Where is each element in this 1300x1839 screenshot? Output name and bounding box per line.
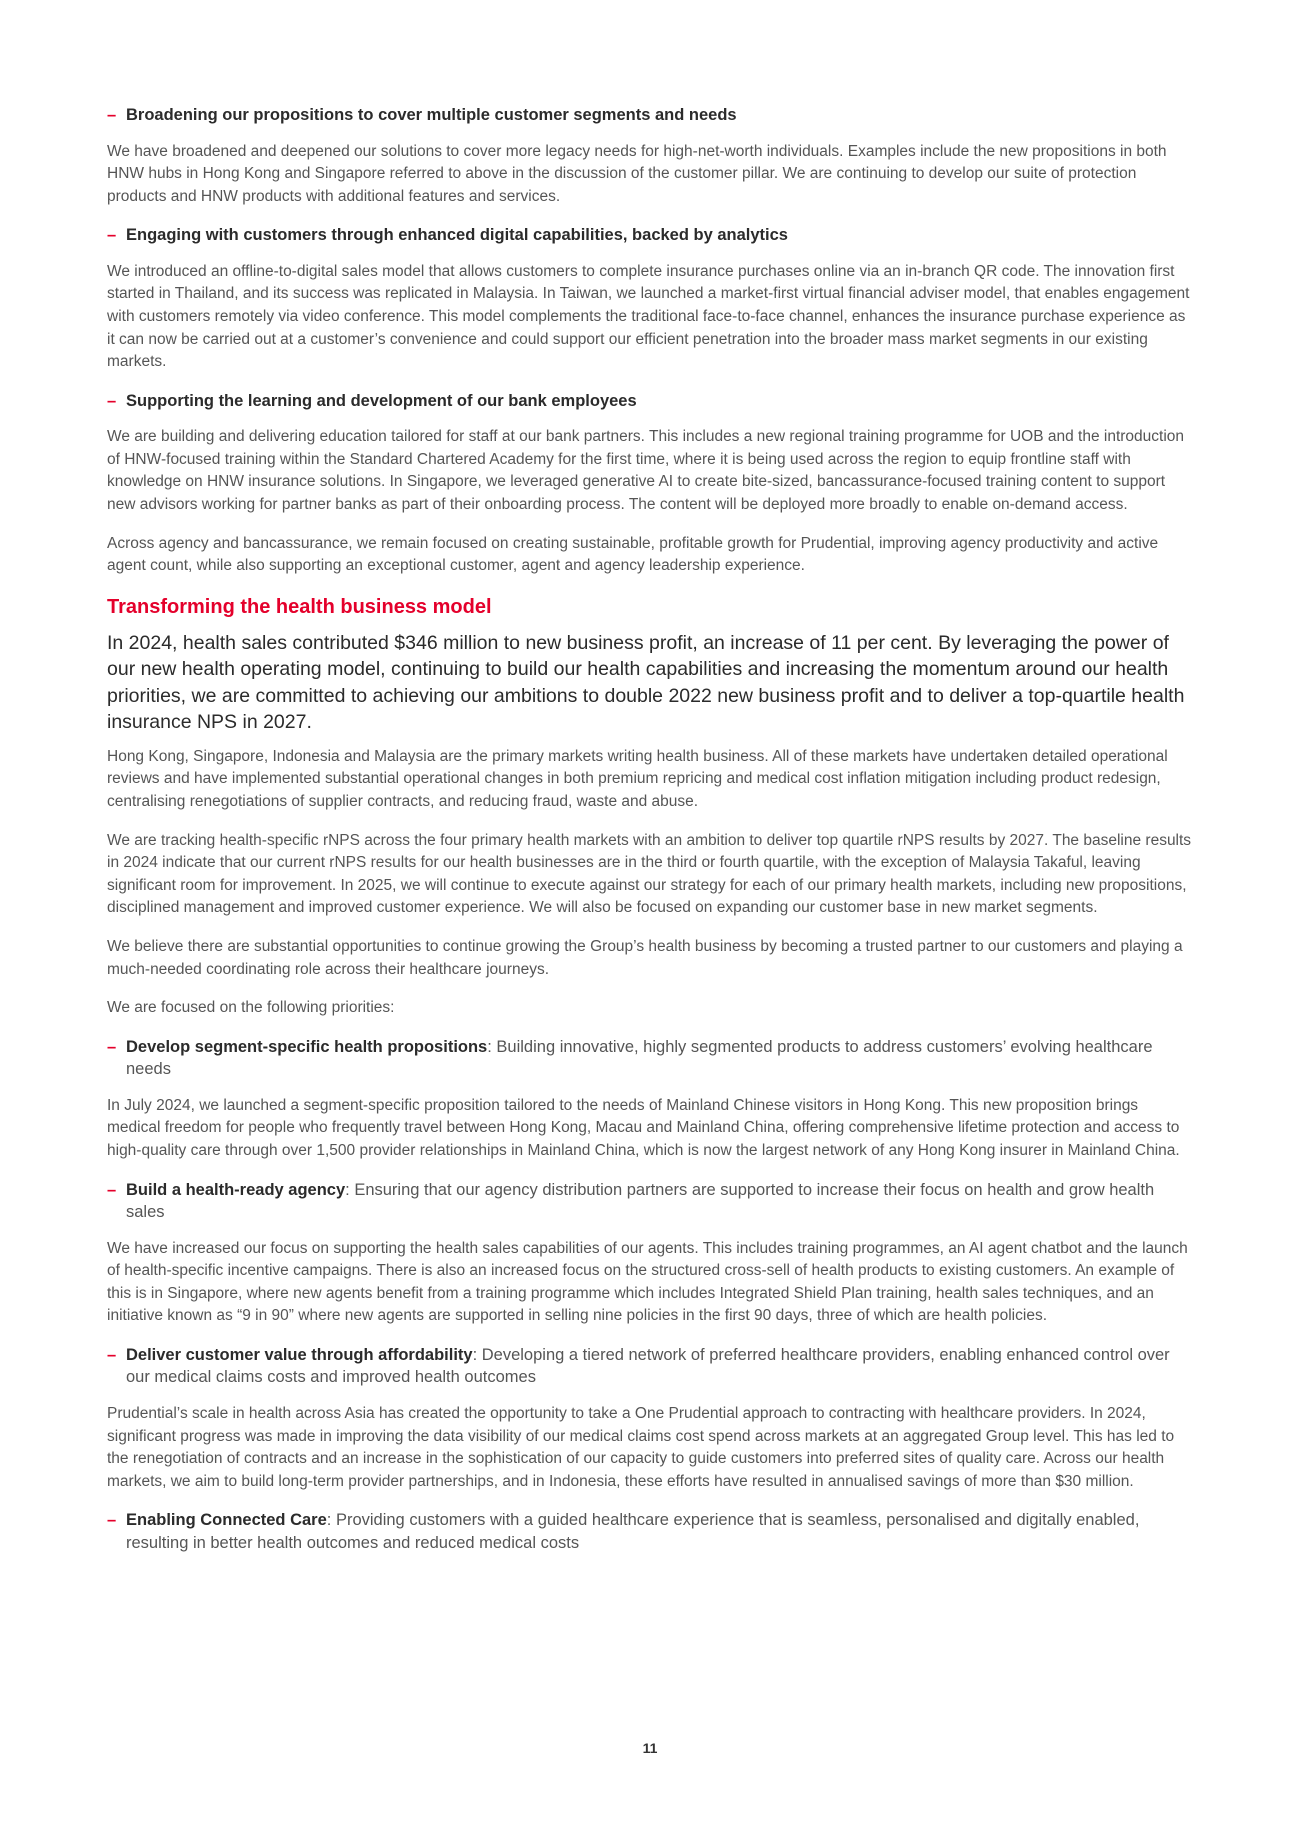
bullet-description: : Providing customers with a guided healthcare experience that is seamless, personalised and digitally enabled, resulting in better health outcomes and reduced medical costs — [126, 1511, 1140, 1552]
body-paragraph: In July 2024, we launched a segment-specific proposition tailored to the needs of Mainland Chinese visitors in Hong Kong. This new proposition brings medical freedom for people who frequently travel between Hong Kong, Macau and Mainland China, offering comprehensive lifetime protection and access to high-quality care through over 1,500 provider relationships in Mainland China, which is now the largest network of any Hong Kong insurer in Mainland China. — [107, 1096, 1180, 1159]
page-number: 11 — [642, 1740, 658, 1756]
body-paragraph: Hong Kong, Singapore, Indonesia and Malaysia are the primary markets writing health business. All of these markets have undertaken detailed operational reviews and have implemented substantial operational changes in both premium repricing and medical cost inflation mitigation including product redesign, centralising renegotiations of supplier contracts, and reducing fraud, waste and abuse. — [107, 747, 1168, 810]
bullet-heading-text: Develop segment-specific health propositions — [126, 1037, 488, 1056]
body-paragraph: We have increased our focus on supporting the health sales capabilities of our agents. This includes training programmes, an AI agent chatbot and the launch of health-specific incentive campaigns. There is also an increased focus on the structured cross-sell of health products to existing customers. An example of this is in Singapore, where new agents benefit from a training programme which includes Integrated Shield Plan training, health sales techniques, and an initiative known as “9 in 90” where new agents are supported in selling nine policies in the first 90 days, three of which are health policies. — [107, 1239, 1188, 1325]
bullet-heading-text: Supporting the learning and development of our bank employees — [126, 391, 637, 410]
bullet-description: : Developing a tiered network of preferred healthcare providers, enabling enhanced control over our medical claims costs and improved health outcomes — [126, 1345, 1170, 1387]
body-paragraph: Across agency and bancassurance, we remain focused on creating sustainable, profitable growth for Prudential, improving agency productivity and active agent count, while also supporting an exceptional customer, agent and agency leadership experience. — [107, 534, 1159, 575]
page-content — [107, 104, 1194, 1554]
body-paragraph: We believe there are substantial opportunities to continue growing the Group’s health business by becoming a trusted partner to our customers and playing a much-needed coordinating role across their healthcare journeys. — [107, 937, 1183, 978]
bullet-heading-text: Build a health-ready agency — [126, 1180, 346, 1199]
bullet-heading — [107, 224, 1194, 247]
lead-paragraph: In 2024, health sales contributed $346 million to new business profit, an increase of 11 per cent. By leveraging the power of our new health operating model, continuing to build our health capabilities and increasing the momentum around our health priorities, we are committed to achieving our ambitions to double 2022 new business profit and to deliver a top-quartile health insurance NPS in 2027. — [107, 631, 1185, 734]
bullet-heading — [107, 1036, 1194, 1081]
body-paragraph: We are building and delivering education tailored for staff at our bank partners. This includes a new regional training programme for UOB and the introduction of HNW-focused training within the Standard Chartered Academy for the first time, where it is being used across the region to equip frontline staff with knowledge on HNW insurance solutions. In Singapore, we leveraged generative AI to create bite-sized, bancassurance-focused training content to support new advisors working for partner banks as part of their onboarding process. The content will be deployed more broadly to enable on-demand access. — [107, 428, 1185, 514]
bullet-heading — [107, 1344, 1194, 1389]
bullet-heading-text: Deliver customer value through affordability — [126, 1345, 473, 1364]
bullet-dash: – — [107, 1345, 117, 1364]
bullet-dash: – — [107, 1511, 117, 1530]
body-paragraph: We are tracking health-specific rNPS across the four primary health markets with an ambition to deliver top quartile rNPS results by 2027. The baseline results in 2024 indicate that our current rNPS results for our health businesses are in the third or fourth quartile, with the exception of Malaysia Takaful, leaving significant room for improvement. In 2025, we will continue to execute against our strategy for each of our primary health markets, including new propositions, disciplined management and improved customer experience. We will also be focused on expanding our customer base in new market segments. — [107, 831, 1192, 917]
bullet-dash: – — [107, 106, 117, 124]
bullet-heading — [107, 1509, 1194, 1554]
bullet-description: : Building innovative, highly segmented products to address customers’ evolving healthcare needs — [126, 1037, 1153, 1079]
bullet-heading — [107, 390, 1194, 413]
body-paragraph: We introduced an offline-to-digital sales model that allows customers to complete insurance purchases online via an in-branch QR code. The innovation first started in Thailand, and its success was replicated in Malaysia. In Taiwan, we launched a market-first virtual financial adviser model, that enables engagement with customers remotely via video conference. This model complements the traditional face-to-face channel, enhances the insurance purchase experience as it can now be carried out at a customer’s convenience and could support our efficient penetration into the broader mass market segments in our existing markets. — [107, 262, 1190, 371]
bullet-dash: – — [107, 391, 117, 410]
bullet-dash: – — [107, 1180, 117, 1199]
bullet-heading-text: Enabling Connected Care — [126, 1511, 327, 1530]
bullet-description: : Ensuring that our agency distribution partners are supported to increase their focus on health and grow health sales — [126, 1180, 1155, 1222]
bullet-heading — [107, 1179, 1194, 1224]
bullet-heading — [107, 104, 1194, 127]
body-paragraph: We have broadened and deepened our solutions to cover more legacy needs for high-net-worth individuals. Examples include the new propositions in both HNW hubs in Hong Kong and Singapore referred to above in the discussion of the customer pillar. We are continuing to develop our suite of protection products and HNW products with additional features and services. — [107, 142, 1167, 205]
bullet-dash: – — [107, 226, 117, 245]
bullet-heading-text: Broadening our propositions to cover multiple customer segments and needs — [126, 106, 737, 124]
body-paragraph: Prudential’s scale in health across Asia has created the opportunity to take a One Prudential approach to contracting with healthcare providers. In 2024, significant progress was made in improving the data visibility of our medical claims cost spend across markets at an aggregated Group level. This has led to the renegotiation of contracts and an increase in the sophistication of our capacity to guide customers into preferred sites of quality care. Across our health markets, we aim to build long-term provider partnerships, and in Indonesia, these efforts have resulted in annualised savings of more than $30 million. — [107, 1404, 1175, 1490]
bullet-dash: – — [107, 1037, 117, 1056]
section-heading: Transforming the health business model — [107, 595, 492, 618]
body-paragraph: We are focused on the following priorities: — [107, 999, 395, 1017]
bullet-heading-text: Engaging with customers through enhanced digital capabilities, backed by analytics — [126, 226, 788, 245]
